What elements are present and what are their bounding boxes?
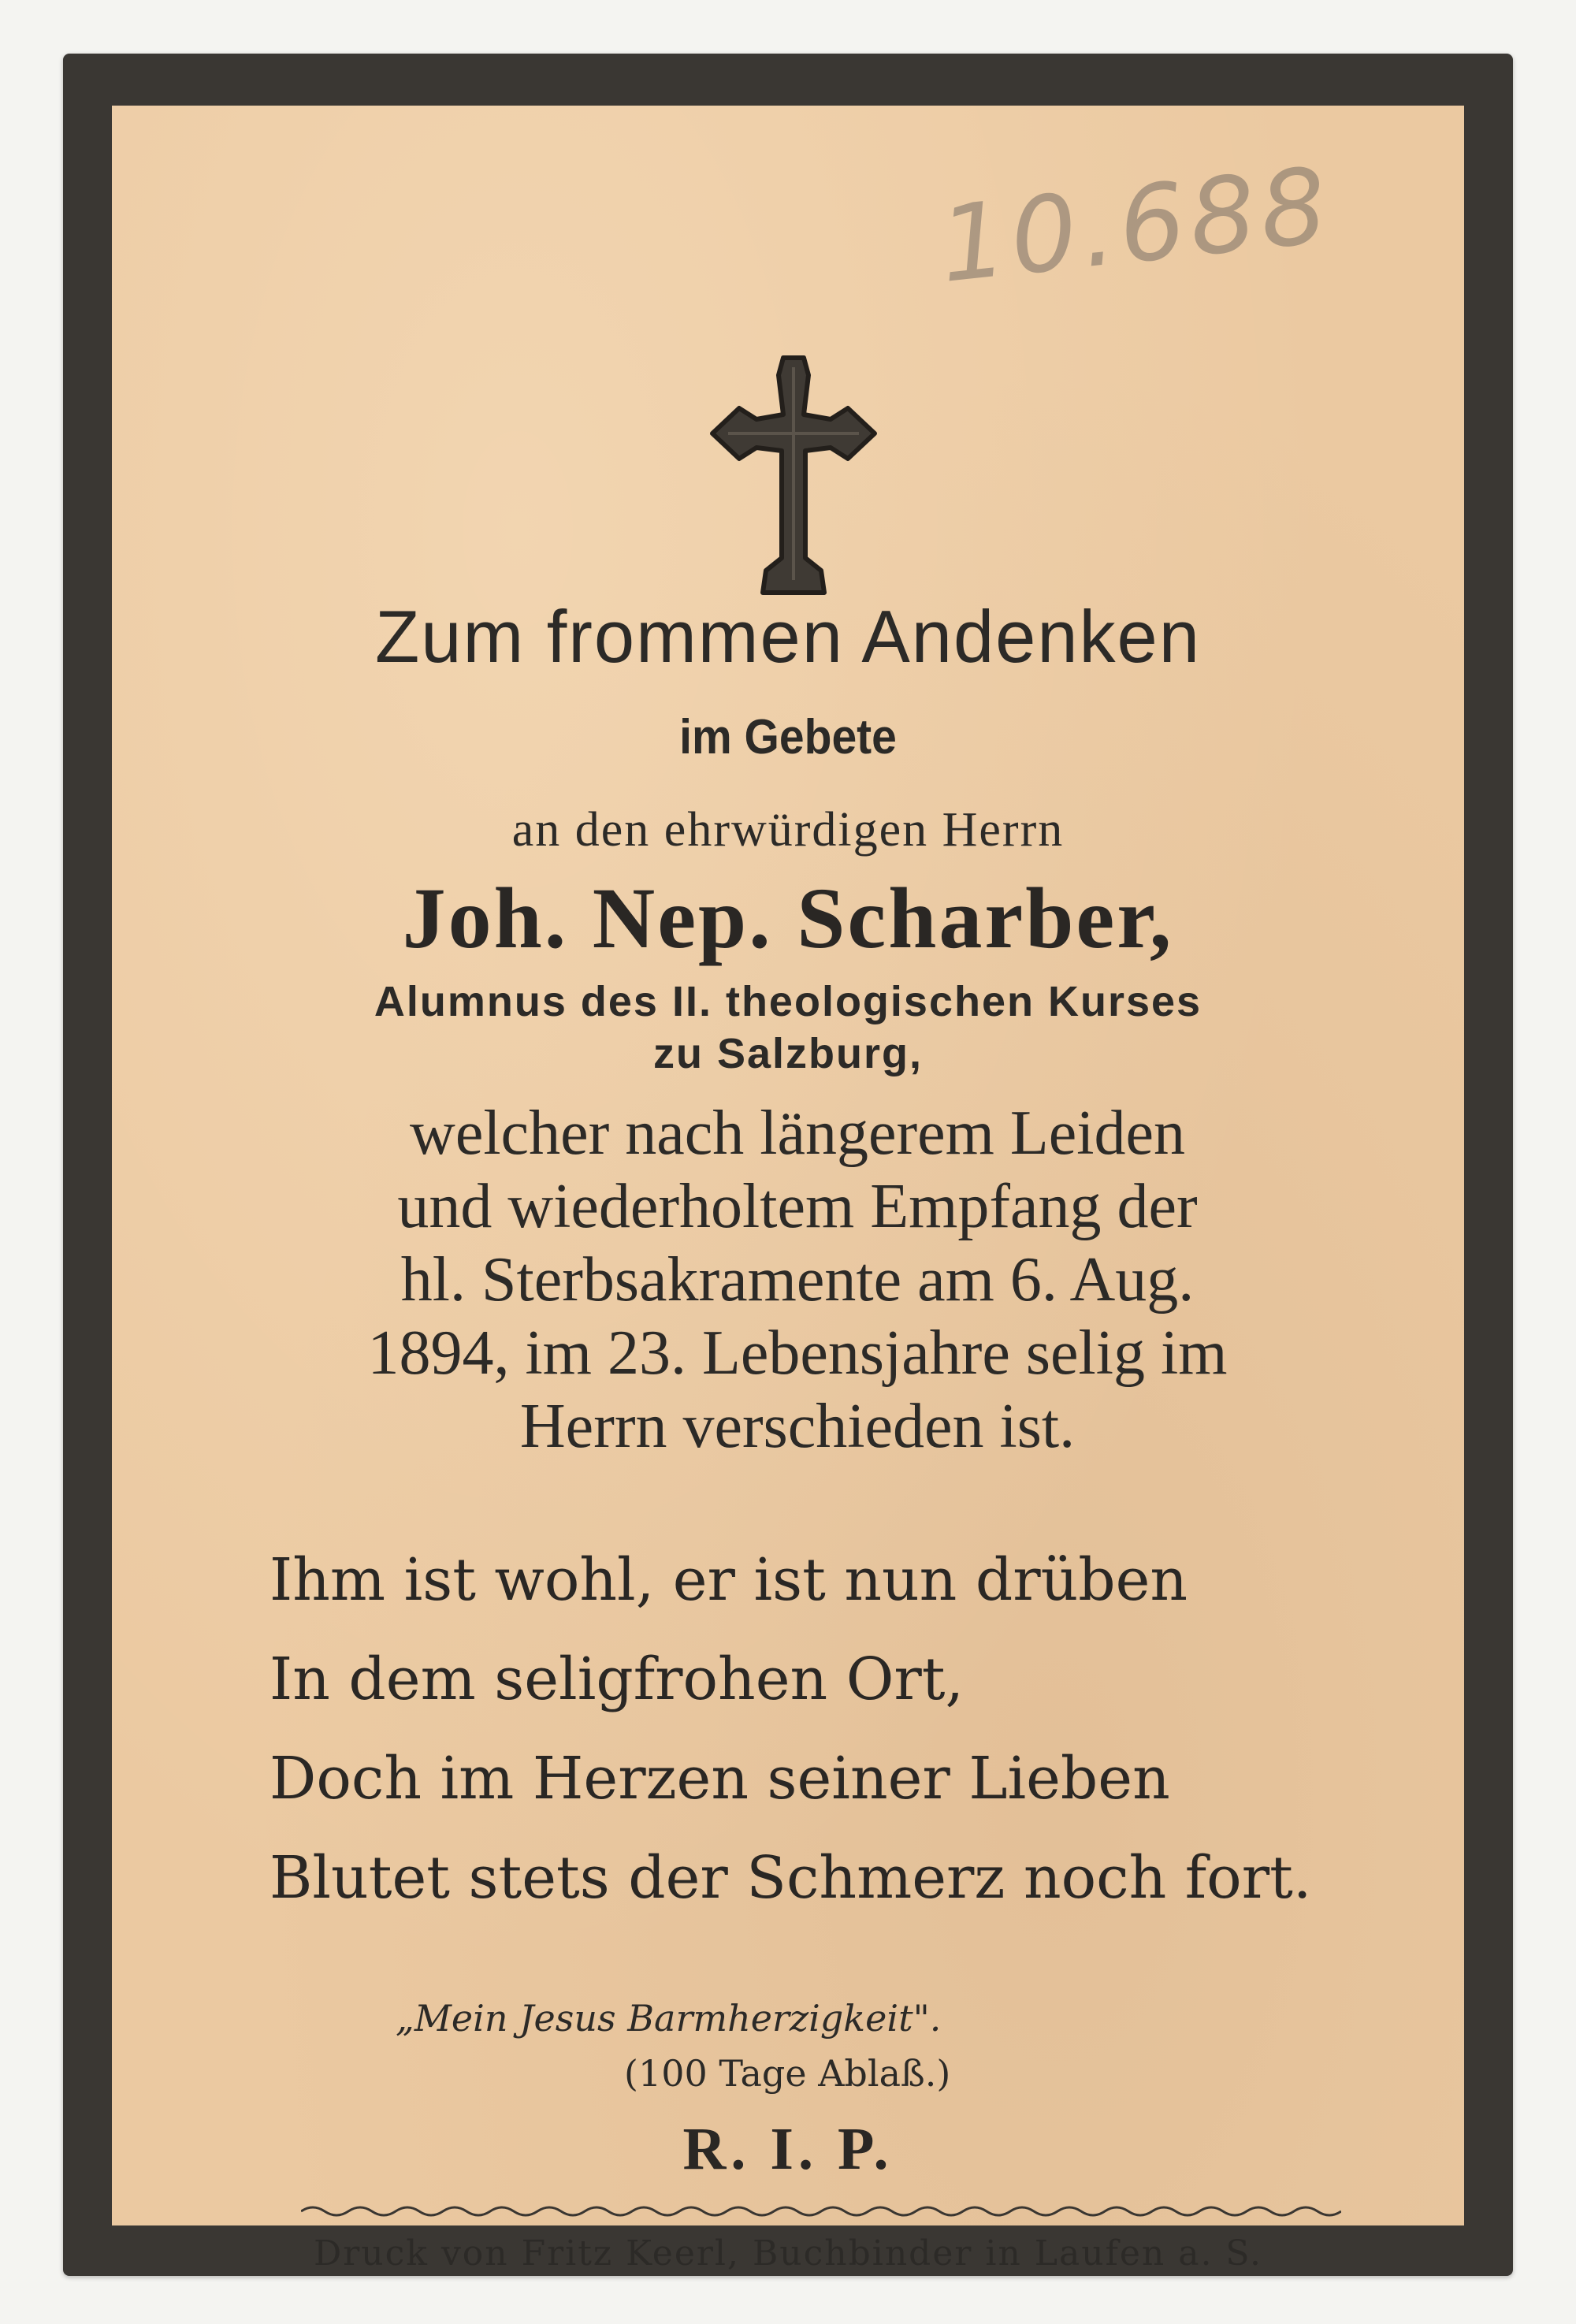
position-line-1: Alumnus des II. theologischen Kurses <box>374 978 1202 1025</box>
poem-line: Doch im Herzen seiner Lieben <box>269 1745 1170 1813</box>
card-paper <box>112 106 1464 2274</box>
deceased-name: Joh. Nep. Scharber, <box>402 870 1174 966</box>
body-line: 1894, im 23. Lebensjahre selig im <box>367 1318 1228 1388</box>
wavy-divider <box>301 2202 1341 2221</box>
inventory-number: 10.688 <box>934 144 1337 307</box>
printer-credit: Druck von Fritz Keerl, Buchbinder in Laufen a. S. <box>314 2233 1262 2274</box>
indulgence-note: (100 Tage Ablaß.) <box>624 2052 951 2095</box>
body-line: hl. Sterbsakramente am 6. Aug. <box>400 1245 1195 1314</box>
poem-line: Blutet stets der Schmerz noch fort. <box>269 1844 1312 1912</box>
memorial-card <box>63 54 1513 2276</box>
rip-text: R. I. P. <box>682 2116 894 2182</box>
cross-icon <box>704 351 883 604</box>
prayer-line: im Gebete <box>679 710 897 764</box>
body-line: welcher nach längerem Leiden <box>410 1099 1185 1168</box>
position-line-2: zu Salzburg, <box>652 1030 923 1077</box>
intro-line: an den ehrwürdigen Herrn <box>511 803 1065 857</box>
poem-line: In dem seligfrohen Ort, <box>269 1645 964 1713</box>
death-notice-text <box>262 1097 1333 1463</box>
poem-line: Ihm ist wohl, er ist nun drüben <box>269 1546 1188 1614</box>
card-title: Zum frommen Andenken <box>375 595 1201 678</box>
body-line: Herrn verschieden ist. <box>519 1392 1076 1461</box>
poem <box>269 1530 1373 1928</box>
body-line: und wiederholtem Empfang der <box>397 1172 1198 1241</box>
motto: „Mein Jesus Barmherzigkeit". <box>396 1997 942 2040</box>
